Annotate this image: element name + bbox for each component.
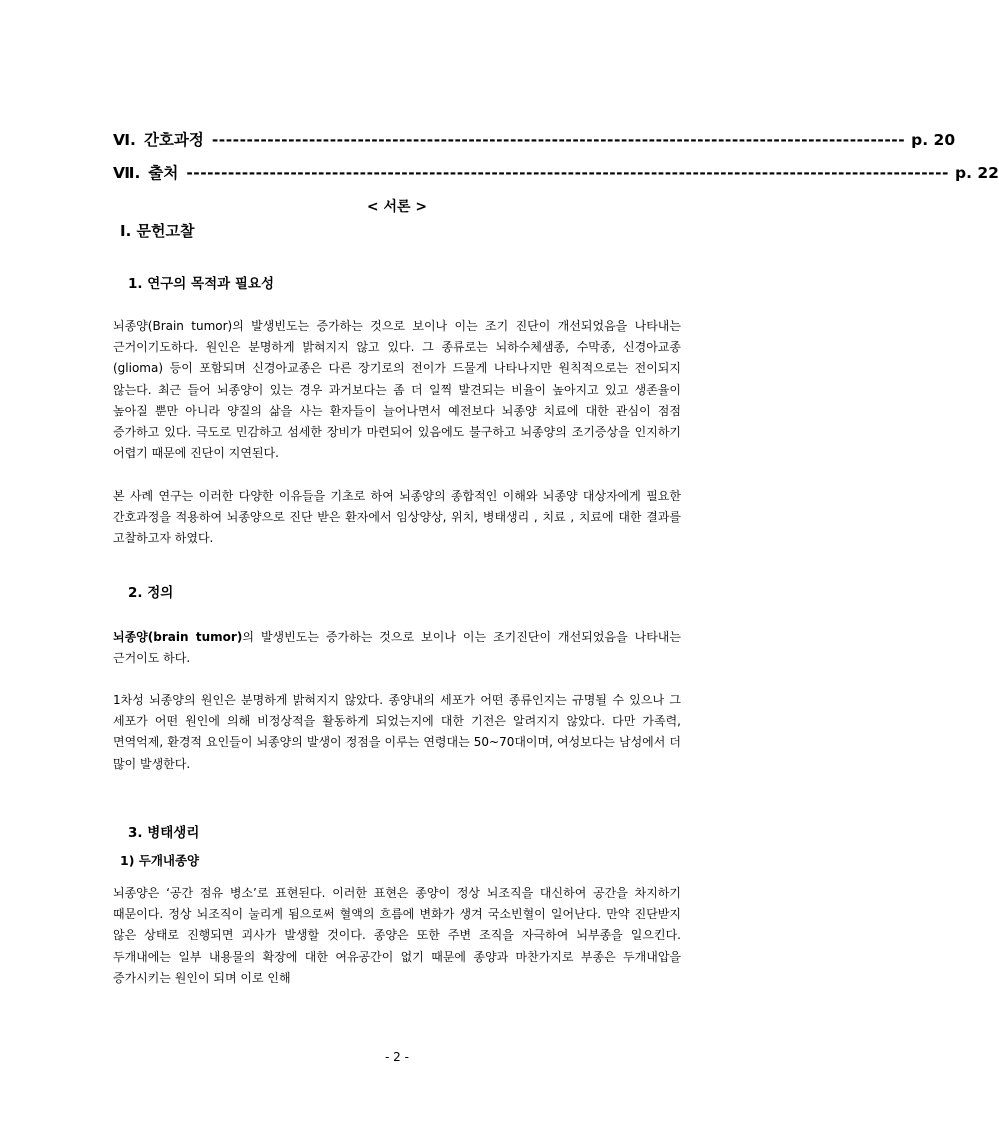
- definition-text: 의 발생빈도는 증가하는 것으로 보이나 이는 조기진단이 개선되었음을 나타내는 근거이도 하다.: [113, 630, 681, 666]
- subsection-heading-pathophysiology: 3. 병태생리: [128, 825, 200, 841]
- paragraph-definition-1: [113, 627, 681, 669]
- paragraph-definition-2: 1차성 뇌종양의 원인은 분명하게 밝혀지지 않았다. 종양내의 세포가 어떤 종류인지는 규명될 수 있으나 그 세포가 어떤 원인에 의해 비정상적을 활동하게 되었는지에 대한 기전은 알려지지 않았다. 다만 가족력, 면역억제, 환경적 요인들이 뇌종양의 발생이 정점을 이루는 연령대는 50~70대이며, 여성보다는 남성에서 더 많이 발생한다.: [113, 693, 681, 771]
- toc-entry-nursing-process[interactable]: [113, 128, 956, 150]
- toc-title: 간호과정: [143, 131, 204, 149]
- paragraph-purpose-2: 본 사례 연구는 이러한 다양한 이유들을 기초로 하여 뇌종양의 종합적인 이해와 뇌종양 대상자에게 필요한 간호과정을 적용하여 뇌종양으로 진단 받은 환자에서 임상양상, 위치, 병태생리 , 치료 , 치료에 대한 결과를 고찰하고자 하였다.: [113, 489, 681, 546]
- toc-page: p. 22: [954, 164, 999, 182]
- paragraph-pathophysiology-1: 뇌종양은 ‘공간 점유 병소’로 표현된다. 이러한 표현은 종양이 정상 뇌조직을 대신하여 공간을 차지하기 때문이다. 정상 뇌조직이 눌리게 됨으로써 혈액의 흐름에 변화가 생겨 국소빈혈이 일어난다. 만약 진단받지 않은 상태로 진행되면 괴사가 발생할 것이다. 종양은 또한 주변 조직을 자극하여 뇌부종을 일으킨다. 두개내에는 일부 내용물의 확장에 대한 여유공간이 없기 때문에 종양과 마찬가지로 부종은 두개내압을 증가시키는 원인이 되며 이로 인해: [113, 886, 681, 985]
- toc-entry-sources[interactable]: [113, 161, 999, 183]
- subsection-heading-purpose: 1. 연구의 목적과 필요성: [128, 276, 274, 292]
- term-brain-tumor: 뇌종양(brain tumor): [113, 630, 243, 644]
- toc-leader: ----------------------------------------------------------------------------------------------------: [211, 131, 906, 149]
- toc-number: Ⅵ.: [113, 131, 136, 149]
- toc-leader: --------------------------------------------------------------------------------------------------------------: [186, 164, 949, 182]
- page-number: - 2 -: [385, 1050, 409, 1064]
- paragraph-purpose-1: 뇌종양(Brain tumor)의 발생빈도는 증가하는 것으로 보이나 이는 조기 진단이 개선되었음을 나타내는 근거이기도하다. 원인은 분명하게 밝혀지지 않고 있다. 그 종류로는 뇌하수체샘종, 수막종, 신경아교종(glioma) 등이 포함되며 신경아교종은 다른 장기로의 전이가 드물게 나타나지만 원칙적으로는 전이되지 않는다. 최근 들어 뇌종양이 있는 경우 과거보다는 좀 더 일찍 발견되는 비율이 높아지고 있고 생존율이 높아질 뿐만 아니라 양질의 삶을 사는 환자들이 늘어나면서 예전보다 뇌종양 치료에 대한 관심이 점점 증가하고 있다. 극도로 민감하고 섬세한 장비가 마련되어 있음에도 불구하고 뇌종양의 조기증상을 인지하기 어렵기 때문에 진단이 지연된다.: [113, 319, 681, 461]
- intro-title: < 서론 >: [366, 199, 428, 215]
- subsection-heading-definition: 2. 정의: [128, 585, 174, 601]
- section-heading-literature-review: Ⅰ. 문헌고찰: [120, 222, 195, 240]
- toc-page: p. 20: [911, 131, 956, 149]
- toc-number: Ⅶ.: [113, 164, 141, 182]
- sub-subsection-heading-intracranial-tumor: 1) 두개내종양: [120, 853, 200, 868]
- toc-title: 출처: [148, 164, 179, 182]
